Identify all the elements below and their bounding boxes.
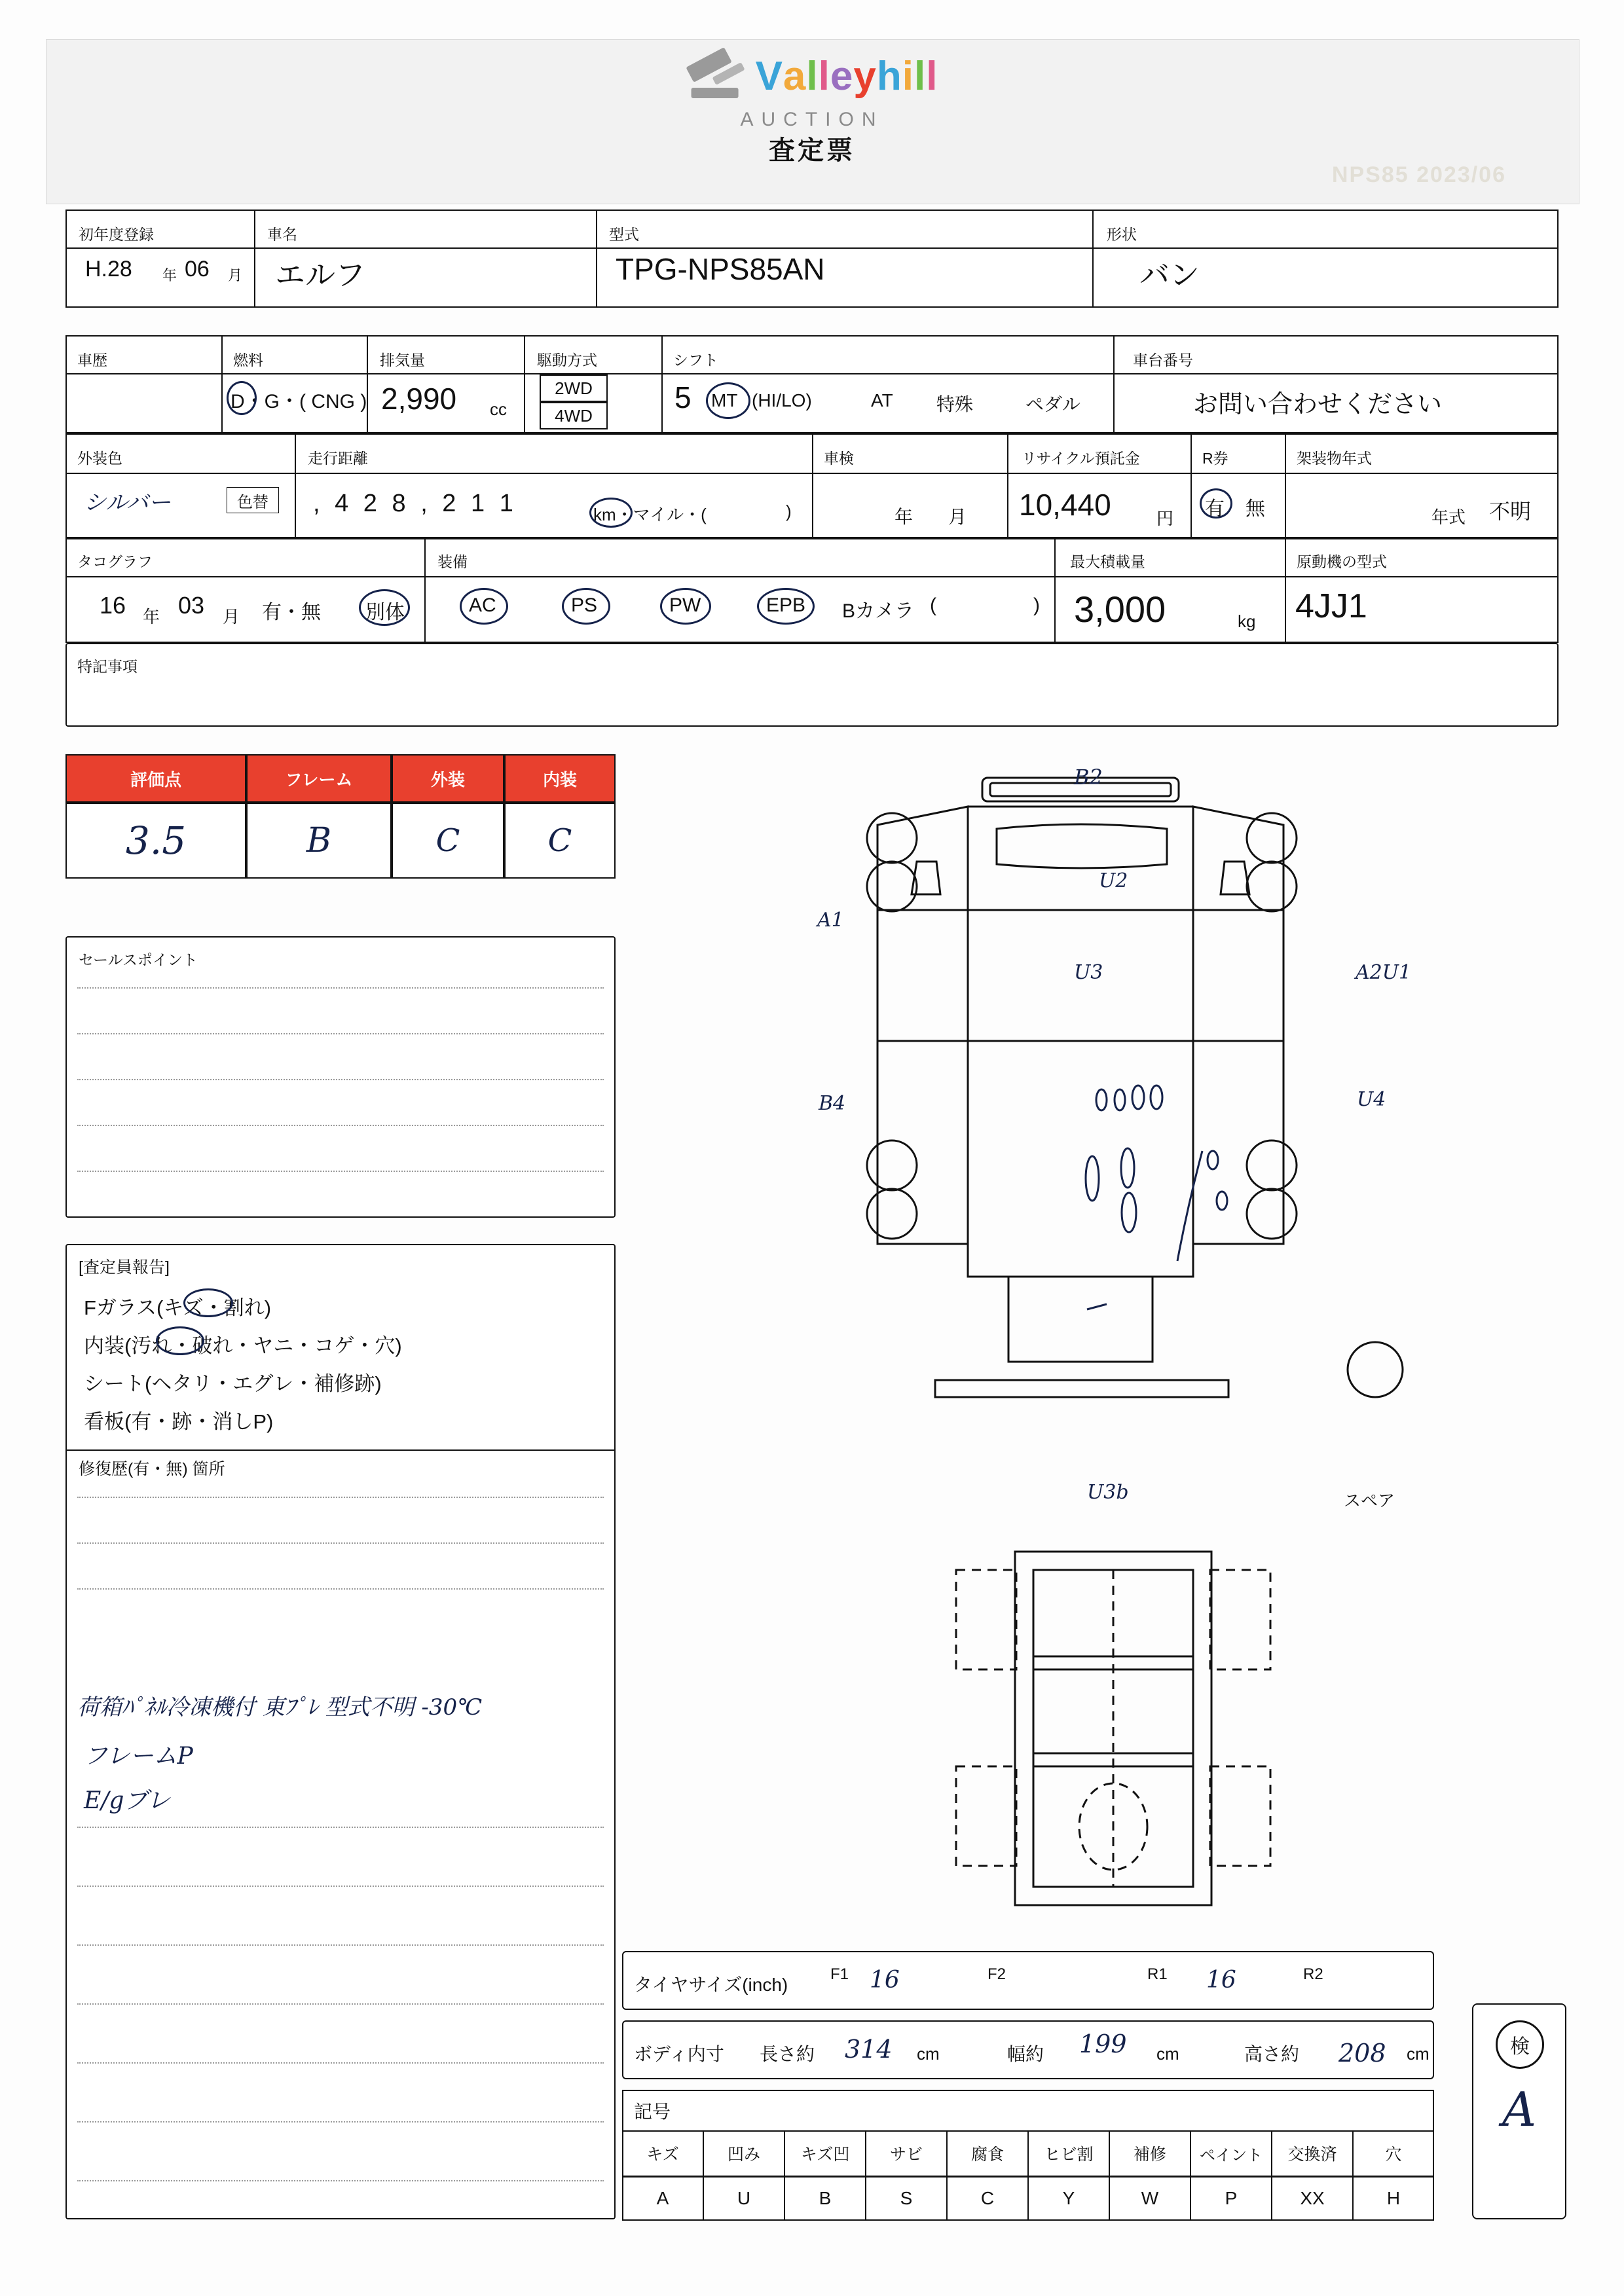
label-body-year: 架装物年式	[1297, 450, 1372, 467]
sales-point-line-5	[77, 1171, 604, 1172]
label-chassis-no: 車台番号	[1133, 352, 1193, 369]
legend-code-5: Y	[1028, 2176, 1109, 2221]
label-body-size: ボディ内寸	[634, 2044, 724, 2064]
label-r-ticket: R券	[1202, 450, 1228, 467]
rating-exterior-text: C	[435, 822, 460, 859]
label-body-height: 高さ約	[1244, 2044, 1300, 2064]
sales-point-line-3	[77, 1079, 604, 1080]
rating-header-exterior: 外装	[392, 754, 504, 803]
repair-line-1	[77, 1497, 604, 1498]
stamp-mark: A	[1502, 2082, 1536, 2137]
repair-line-2	[77, 1542, 604, 1544]
label-tire-size: タイヤサイズ(inch)	[634, 1975, 788, 1995]
equipment-pw[interactable]: PW	[669, 594, 701, 616]
inspector-interior-yogore-circle	[156, 1326, 204, 1355]
label-first-reg-month-unit: 月	[228, 267, 243, 283]
legend-code-8: XX	[1272, 2176, 1353, 2221]
row2-sep-1	[221, 335, 223, 433]
unit-body-length: cm	[917, 2044, 940, 2064]
inspector-handwriting-2: フレームP	[84, 1743, 193, 1770]
row3-sep-3	[1007, 433, 1008, 538]
value-chassis-no: お問い合わせください	[1193, 391, 1443, 418]
shift-option-mt[interactable]: MT	[711, 390, 738, 410]
row4-sep-2	[1054, 538, 1056, 643]
equipment-ps-circle	[562, 588, 610, 625]
rating-score-text: 3.5	[125, 818, 187, 863]
unit-recycle: 円	[1156, 509, 1174, 528]
notes-line-5	[77, 2062, 604, 2064]
tire-pos-r2: R2	[1303, 1965, 1323, 1983]
km-selected-circle	[589, 498, 633, 528]
inspector-handwriting-3: E/gブレ	[84, 1787, 171, 1814]
label-displacement: 排気量	[380, 352, 425, 369]
drive-option-2wd[interactable]: 2WD	[540, 374, 608, 402]
value-fuel-options: D・G・( CNG )	[231, 391, 367, 412]
tire-value-r1: 16	[1206, 1967, 1236, 1994]
tacho-option-yesno[interactable]: 有・無	[262, 602, 321, 623]
label-vehicle-history: 車歴	[77, 352, 107, 369]
legend-code-9: H	[1353, 2176, 1434, 2221]
diagram-mark-u2: U2	[1099, 869, 1128, 892]
notes-line-6	[77, 2121, 604, 2123]
label-body-width: 幅約	[1007, 2044, 1044, 2064]
brand-subtitle: AUCTION	[740, 109, 884, 130]
label-exterior-color: 外装色	[77, 450, 122, 467]
equipment-ps[interactable]: PS	[571, 594, 598, 616]
label-tachograph: タコグラフ	[77, 553, 153, 570]
value-recycle-amount: 10,440	[1019, 488, 1111, 522]
label-first-reg-year-unit: 年	[162, 267, 177, 283]
row2-sep-2	[367, 335, 368, 433]
tacho-selected-circle	[359, 589, 410, 626]
rating-header-interior: 内装	[504, 754, 616, 803]
label-tacho-year-unit: 年	[143, 607, 160, 627]
value-car-name: エルフ	[275, 258, 365, 292]
label-shift: シフト	[673, 352, 718, 369]
legend-code-0: A	[622, 2176, 703, 2221]
r-ticket-option-no[interactable]: 無	[1246, 498, 1265, 520]
value-displacement: 2,990	[381, 382, 457, 416]
value-max-load: 3,000	[1074, 589, 1166, 630]
equipment-ac[interactable]: AC	[469, 594, 496, 616]
r-ticket-selected-circle	[1200, 488, 1232, 519]
brand-logo	[686, 51, 938, 131]
label-repair-history: 修復歴(有・無) 箇所	[79, 1460, 225, 1478]
diagram-mark-u3: U3	[1074, 961, 1103, 984]
tire-pos-f1: F1	[830, 1965, 849, 1983]
equipment-bcamera[interactable]: Bカメラ	[842, 600, 915, 622]
value-shape: バン	[1139, 258, 1200, 292]
drive-option-4wd[interactable]: 4WD	[540, 402, 608, 429]
label-legend: 記号	[634, 2102, 671, 2122]
rating-header-score: 評価点	[65, 754, 246, 803]
value-first-reg-month: 06	[185, 257, 210, 282]
shift-option-hilo[interactable]: (HI/LO)	[752, 390, 812, 410]
value-tacho-year: 16	[100, 592, 126, 619]
value-tacho-month: 03	[178, 592, 205, 619]
value-shift-speed: 5	[674, 380, 692, 414]
legend-code-6: W	[1109, 2176, 1190, 2221]
diagram-mark-u4: U4	[1357, 1088, 1386, 1111]
label-drive-type: 駆動方式	[537, 352, 597, 369]
row1-sep-2	[596, 210, 597, 308]
unit-displacement: cc	[490, 399, 507, 419]
rating-header-frame: フレーム	[246, 754, 392, 803]
value-body-year: 不明	[1489, 500, 1532, 523]
equipment-open-paren: (	[930, 594, 936, 616]
equipment-epb[interactable]: EPB	[766, 594, 806, 616]
row1-divider	[65, 247, 1559, 249]
legend-code-1: U	[703, 2176, 784, 2221]
value-mileage: , 4 2 8 , 2 1 1	[313, 490, 517, 517]
diagram-mark-u3b: U3b	[1087, 1481, 1129, 1504]
legend-header-2: キズ凹	[784, 2130, 866, 2176]
unit-body-height: cm	[1407, 2044, 1430, 2064]
fuel-selected-circle	[227, 381, 257, 415]
watermark-text: NPS85 2023/06	[1331, 162, 1506, 187]
label-body-length: 長さ約	[760, 2044, 815, 2064]
tire-pos-f2: F2	[987, 1965, 1006, 1983]
legend-header-1: 凹み	[703, 2130, 784, 2176]
label-inspector-report: [査定員報告]	[79, 1258, 170, 1277]
label-mileage: 走行距離	[308, 450, 368, 467]
label-first-registration: 初年度登録	[79, 226, 154, 243]
label-equipment: 装備	[437, 553, 468, 570]
color-change-button[interactable]: 色替	[227, 487, 279, 513]
diagram-mark-b4: B4	[819, 1092, 846, 1115]
value-body-length: 314	[845, 2035, 893, 2064]
tacho-option-separate[interactable]: 別体	[365, 602, 405, 623]
legend-header-0: キズ	[622, 2130, 703, 2176]
tire-pos-r1: R1	[1147, 1965, 1168, 1983]
remarks-box	[65, 643, 1559, 727]
inspector-glass-kizu-circle	[183, 1288, 233, 1317]
diagram-mark-b2: B2	[1074, 765, 1103, 790]
value-model-code: TPG-NPS85AN	[616, 252, 825, 286]
body-plan-diagram	[917, 1532, 1375, 1938]
label-remarks: 特記事項	[77, 658, 138, 675]
label-tacho-month-unit: 月	[223, 607, 240, 627]
inspector-divider	[65, 1449, 616, 1451]
diagram-mark-a2u1: A2U1	[1356, 961, 1412, 984]
equipment-pw-circle	[660, 588, 711, 625]
label-sales-point: セールスポイント	[79, 951, 198, 968]
rating-value-frame	[246, 803, 392, 879]
notes-line-1	[77, 1827, 604, 1828]
value-exterior-color: シルバー	[84, 490, 171, 516]
label-engine-model: 原動機の型式	[1297, 553, 1387, 570]
legend-header-4: 腐食	[947, 2130, 1028, 2176]
label-car-name: 車名	[267, 226, 297, 243]
legend-header-7: ペイント	[1190, 2130, 1272, 2176]
legend-header-5: ヒビ割	[1028, 2130, 1109, 2176]
label-km-mile-close: )	[786, 501, 792, 521]
legend-code-4: C	[947, 2176, 1028, 2221]
legend-header-9: 穴	[1353, 2130, 1434, 2176]
inspector-handwriting-1: 荷箱ﾊﾟﾈﾙ冷凍機付 東ﾌﾟﾚ 型式不明 -30℃	[77, 1694, 483, 1721]
repair-line-3	[77, 1588, 604, 1590]
equipment-close-paren: )	[1033, 594, 1040, 616]
row3-sep-4	[1190, 433, 1192, 538]
value-engine-model: 4JJ1	[1295, 587, 1367, 625]
r-ticket-option-yes[interactable]: 有	[1205, 498, 1225, 520]
rating-frame-text: B	[306, 821, 332, 860]
row2-divider	[65, 373, 1559, 374]
row1-sep-1	[254, 210, 255, 308]
inspector-line-glass: Fガラス(キズ・割れ)	[84, 1296, 272, 1319]
label-recycle-deposit: リサイクル預託金	[1022, 450, 1140, 467]
unit-max-load: kg	[1238, 611, 1256, 631]
shift-option-at[interactable]: AT	[871, 390, 893, 410]
value-body-height: 208	[1338, 2039, 1386, 2068]
rating-value-exterior	[392, 803, 504, 879]
notes-line-4	[77, 2003, 604, 2005]
diagram-mark-a1: A1	[817, 909, 844, 932]
value-body-width: 199	[1079, 2030, 1127, 2058]
row4-divider	[65, 576, 1559, 577]
sales-point-line-1	[77, 987, 604, 989]
rating-value-interior	[504, 803, 616, 879]
row2-sep-4	[661, 335, 663, 433]
label-inspection-month: 月	[948, 507, 967, 527]
sales-point-line-2	[77, 1033, 604, 1034]
row3-sep-2	[812, 433, 813, 538]
inspector-line-seat: シート(ヘタリ・エグレ・補修跡)	[84, 1372, 382, 1395]
brand-name: Valleyhill	[755, 54, 938, 99]
label-km-mile: km・マイル・(	[593, 505, 707, 524]
label-model-code: 型式	[609, 226, 639, 243]
sales-point-box	[65, 936, 616, 1218]
label-shape: 形状	[1107, 226, 1137, 243]
legend-code-7: P	[1190, 2176, 1272, 2221]
notes-line-2	[77, 1886, 604, 1887]
label-inspection-year: 年	[895, 507, 913, 527]
row3-sep-1	[295, 433, 296, 538]
gavel-icon	[686, 51, 747, 102]
legend-header-6: 補修	[1109, 2130, 1190, 2176]
shift-option-pedal[interactable]: ペダル	[1025, 394, 1081, 414]
row4-sep-3	[1285, 538, 1286, 643]
row1-sep-3	[1092, 210, 1094, 308]
label-inspection: 車検	[824, 450, 854, 467]
tire-value-f1: 16	[870, 1967, 900, 1994]
legend-code-2: B	[784, 2176, 866, 2221]
value-first-reg-era: H.28	[85, 257, 132, 282]
label-spare-tire: スペア	[1344, 1491, 1395, 1510]
label-max-load: 最大積載量	[1070, 553, 1145, 570]
row4-sep-1	[424, 538, 426, 643]
shift-selected-circle	[706, 382, 750, 419]
rating-interior-text: C	[547, 822, 572, 859]
vehicle-diagram	[740, 746, 1559, 1545]
rating-value-score	[65, 803, 246, 879]
notes-line-3	[77, 1944, 604, 1946]
stamp-label-circle: 検	[1496, 2020, 1544, 2069]
equipment-epb-circle	[757, 588, 815, 625]
row2-sep-3	[524, 335, 525, 433]
inspector-line-signboard: 看板(有・跡・消しP)	[84, 1410, 274, 1433]
legend-code-3: S	[866, 2176, 947, 2221]
notes-line-7	[77, 2180, 604, 2181]
legend-header-3: サビ	[866, 2130, 947, 2176]
equipment-ac-circle	[460, 588, 508, 625]
sales-point-line-4	[77, 1125, 604, 1126]
unit-body-width: cm	[1156, 2044, 1179, 2064]
inspector-line-interior: 内装(汚れ・破れ・ヤニ・コゲ・穴)	[84, 1334, 402, 1357]
row2-sep-5	[1113, 335, 1115, 433]
row3-sep-5	[1285, 433, 1286, 538]
shift-option-special[interactable]: 特殊	[936, 394, 974, 414]
page-title: 査定票	[769, 136, 855, 165]
label-body-year-sub: 年式	[1431, 507, 1466, 527]
legend-header-8: 交換済	[1272, 2130, 1353, 2176]
label-fuel: 燃料	[233, 352, 263, 369]
